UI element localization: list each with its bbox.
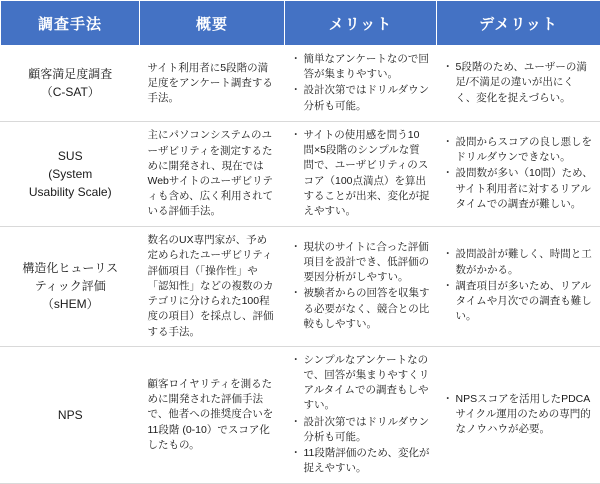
method-line: 構造化ヒューリス bbox=[5, 259, 136, 277]
list-item: ・ NPSスコアを活用したPDCAサイクル運用のための専門的なノウハウが必要。 bbox=[445, 392, 594, 438]
demerit-list bbox=[445, 135, 594, 212]
column-header-demerits: デメリット bbox=[437, 1, 600, 46]
list-item: ・ 調査項目が多いため、リアルタイムや月次での調査も難しい。 bbox=[445, 279, 594, 325]
cell-summary: 数名のUX専門家が、予め定められたユーザビリティ評価項目（「操作性」や「認知性」などの複数のカテゴリに分けられた100程度の項目）を採点し、評価する手法。 bbox=[140, 227, 285, 347]
cell-merits bbox=[285, 346, 437, 484]
list-item: ・ 設問からスコアの良し悪しをドリルダウンできない。 bbox=[445, 135, 594, 165]
table-row bbox=[1, 346, 600, 484]
demerit-list bbox=[445, 60, 594, 106]
demerit-list bbox=[445, 247, 594, 324]
list-item: ・ 11段階評価のため、変化が捉えやすい。 bbox=[293, 446, 430, 476]
cell-summary: 主にパソコンシステムのユーザビリティを測定するために開発され、現在ではWebサイトのユーザビリティも含め、広く利用されている評価手法。 bbox=[140, 121, 285, 226]
column-header-merits: メリット bbox=[285, 1, 437, 46]
method-line: (System bbox=[5, 165, 136, 183]
table-header-row bbox=[1, 1, 600, 46]
cell-merits bbox=[285, 46, 437, 122]
cell-merits bbox=[285, 121, 437, 226]
list-item: ・ 5段階のため、ユーザーの満足/不満足の違いが出にくく、変化を捉えづらい。 bbox=[445, 60, 594, 106]
table-row bbox=[1, 46, 600, 122]
cell-demerits bbox=[437, 121, 600, 226]
table-row bbox=[1, 121, 600, 226]
method-line: 顧客満足度調査 bbox=[5, 65, 136, 83]
cell-demerits bbox=[437, 346, 600, 484]
cell-summary: 顧客ロイヤリティを測るために開発された評価手法で、他者への推奨度合いを11段階 (0-10）でスコア化したもの。 bbox=[140, 346, 285, 484]
cell-method bbox=[1, 121, 140, 226]
list-item: ・ 設問設計が難しく、時間と工数がかかる。 bbox=[445, 247, 594, 277]
cell-merits bbox=[285, 227, 437, 347]
cell-method bbox=[1, 227, 140, 347]
cell-demerits bbox=[437, 227, 600, 347]
table-row bbox=[1, 227, 600, 347]
table-body bbox=[1, 46, 600, 484]
cell-summary: サイト利用者に5段階の満足度をアンケート調査する手法。 bbox=[140, 46, 285, 122]
list-item: ・ 設計次第ではドリルダウン分析も可能。 bbox=[293, 415, 430, 445]
method-line: NPS bbox=[5, 406, 136, 424]
list-item: ・ 現状のサイトに合った評価項目を設計でき、低評価の要因分析がしやすい。 bbox=[293, 240, 430, 286]
list-item: ・ 設問数が多い（10問）ため、サイト利用者に対するリアルタイムでの調査が難しい。 bbox=[445, 166, 594, 212]
method-line: Usability Scale) bbox=[5, 183, 136, 201]
merit-list bbox=[293, 52, 430, 114]
column-header-method: 調査手法 bbox=[1, 1, 140, 46]
merit-list bbox=[293, 353, 430, 477]
merit-list bbox=[293, 128, 430, 219]
method-line: SUS bbox=[5, 147, 136, 165]
list-item: ・ サイトの使用感を問う10問×5段階のシンプルな質問で、ユーザビリティのスコア（100点満点）を算出することが出来、変化が捉えやすい。 bbox=[293, 128, 430, 219]
list-item: ・ 簡単なアンケートなので回答が集まりやすい。 bbox=[293, 52, 430, 82]
method-line: （sHEM） bbox=[5, 295, 136, 313]
cell-method bbox=[1, 346, 140, 484]
demerit-list bbox=[445, 392, 594, 438]
method-line: （C-SAT） bbox=[5, 83, 136, 101]
list-item: ・ シンプルなアンケートなので、回答が集まりやすくリアルタイムでの調査もしやすい。 bbox=[293, 353, 430, 414]
cell-method bbox=[1, 46, 140, 122]
cell-demerits bbox=[437, 46, 600, 122]
method-line: ティック評価 bbox=[5, 277, 136, 295]
list-item: ・ 設計次第ではドリルダウン分析も可能。 bbox=[293, 83, 430, 113]
table-header bbox=[1, 1, 600, 46]
list-item: ・ 被験者からの回答を収集する必要がなく、競合との比較もしやすい。 bbox=[293, 286, 430, 332]
merit-list bbox=[293, 240, 430, 332]
column-header-summary: 概要 bbox=[140, 1, 285, 46]
